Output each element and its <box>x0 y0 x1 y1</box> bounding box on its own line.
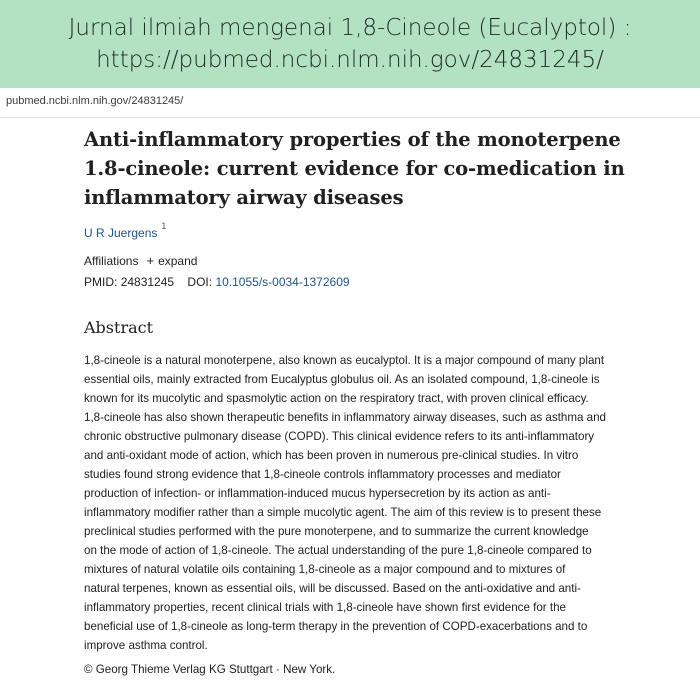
title-line-2: 1.8-cineole: current evidence for co-medication in <box>84 157 625 180</box>
identifiers-row <box>84 275 350 289</box>
plus-icon[interactable]: + <box>146 253 155 268</box>
author-list <box>84 221 167 240</box>
abstract-text <box>84 351 684 655</box>
title-line-3: inflammatory airway diseases <box>84 186 404 209</box>
pmid-value: 24831245 <box>120 275 175 289</box>
abstract-line: essential oils, mainly extracted from Eucalyptus globulus oil. As an isolated compound, 1,8-cineole is <box>84 373 600 386</box>
abstract-line: preclinical studies performed with the pure monoterpene, and to summarize the current knowledge <box>84 525 589 538</box>
url-text[interactable]: pubmed.ncbi.nlm.nih.gov/24831245/ <box>6 95 184 107</box>
abstract-line: production of infection- or inflammation-induced mucus hypersecretion by its action as anti- <box>84 487 551 500</box>
address-bar[interactable] <box>0 88 700 118</box>
title-line-1: Anti-inflammatory properties of the monoterpene <box>84 128 621 151</box>
abstract-line: mixtures of natural volatile oils containing 1,8-cineole as a major compound and to mixtures of <box>84 563 566 576</box>
doi-link[interactable]: 10.1055/s-0034-1372609 <box>215 275 350 289</box>
doi-label: DOI: <box>187 275 213 289</box>
banner-line-1: Jurnal ilmiah mengenai 1,8-Cineole (Eucalyptol) : <box>68 15 632 41</box>
affiliations-row <box>84 253 197 268</box>
abstract-line: known for its mucolytic and spasmolytic action on the respiratory tract, with proven clinical efficacy. <box>84 392 589 405</box>
abstract-line: 1,8-cineole is a natural monoterpene, also known as eucalyptol. It is a major compound of many plant <box>84 354 605 367</box>
abstract-line: natural terpenes, known as essential oils, will be discussed. Based on the anti-oxidative and anti- <box>84 582 581 595</box>
pmid-label: PMID: <box>84 275 118 289</box>
abstract-line: on the mode of action of 1,8-cineole. The actual understanding of the pure 1,8-cineole compared to <box>84 544 592 557</box>
abstract-line: 1,8-cineole has also shown therapeutic benefits in inflammatory airway diseases, such as asthma and <box>84 411 606 424</box>
abstract-line: beneficial use of 1,8-cineole as long-term therapy in the prevention of COPD-exacerbations and to <box>84 620 588 633</box>
abstract-heading: Abstract <box>84 318 154 337</box>
copyright-notice: © Georg Thieme Verlag KG Stuttgart · New York. <box>84 663 336 676</box>
abstract-line: improve asthma control. <box>84 639 208 652</box>
expand-affiliations-button[interactable]: expand <box>158 254 198 268</box>
author-link[interactable]: U R Juergens <box>84 226 158 240</box>
banner-line-2: https://pubmed.ncbi.nlm.nih.gov/24831245/ <box>96 47 604 73</box>
abstract-line: chronic obstructive pulmonary disease (COPD). This clinical evidence refers to its anti-inflammatory <box>84 430 595 443</box>
author-affiliation-ref[interactable]: 1 <box>161 221 167 231</box>
abstract-line: inflammatory properties, recent clinical trials with 1,8-cineole have shown first evidence for the <box>84 601 567 614</box>
affiliations-label: Affiliations <box>84 254 139 268</box>
article-title <box>84 125 664 212</box>
abstract-line: studies found strong evidence that 1,8-cineole controls inflammatory processes and mediator <box>84 468 561 481</box>
abstract-line: inflammatory modifier rather than a simple mucolytic agent. The aim of this review is to present these <box>84 506 602 519</box>
caption-banner <box>0 0 700 88</box>
abstract-line: and anti-oxidant mode of action, which has been proven in numerous pre-clinical studies. In vitro <box>84 449 579 462</box>
